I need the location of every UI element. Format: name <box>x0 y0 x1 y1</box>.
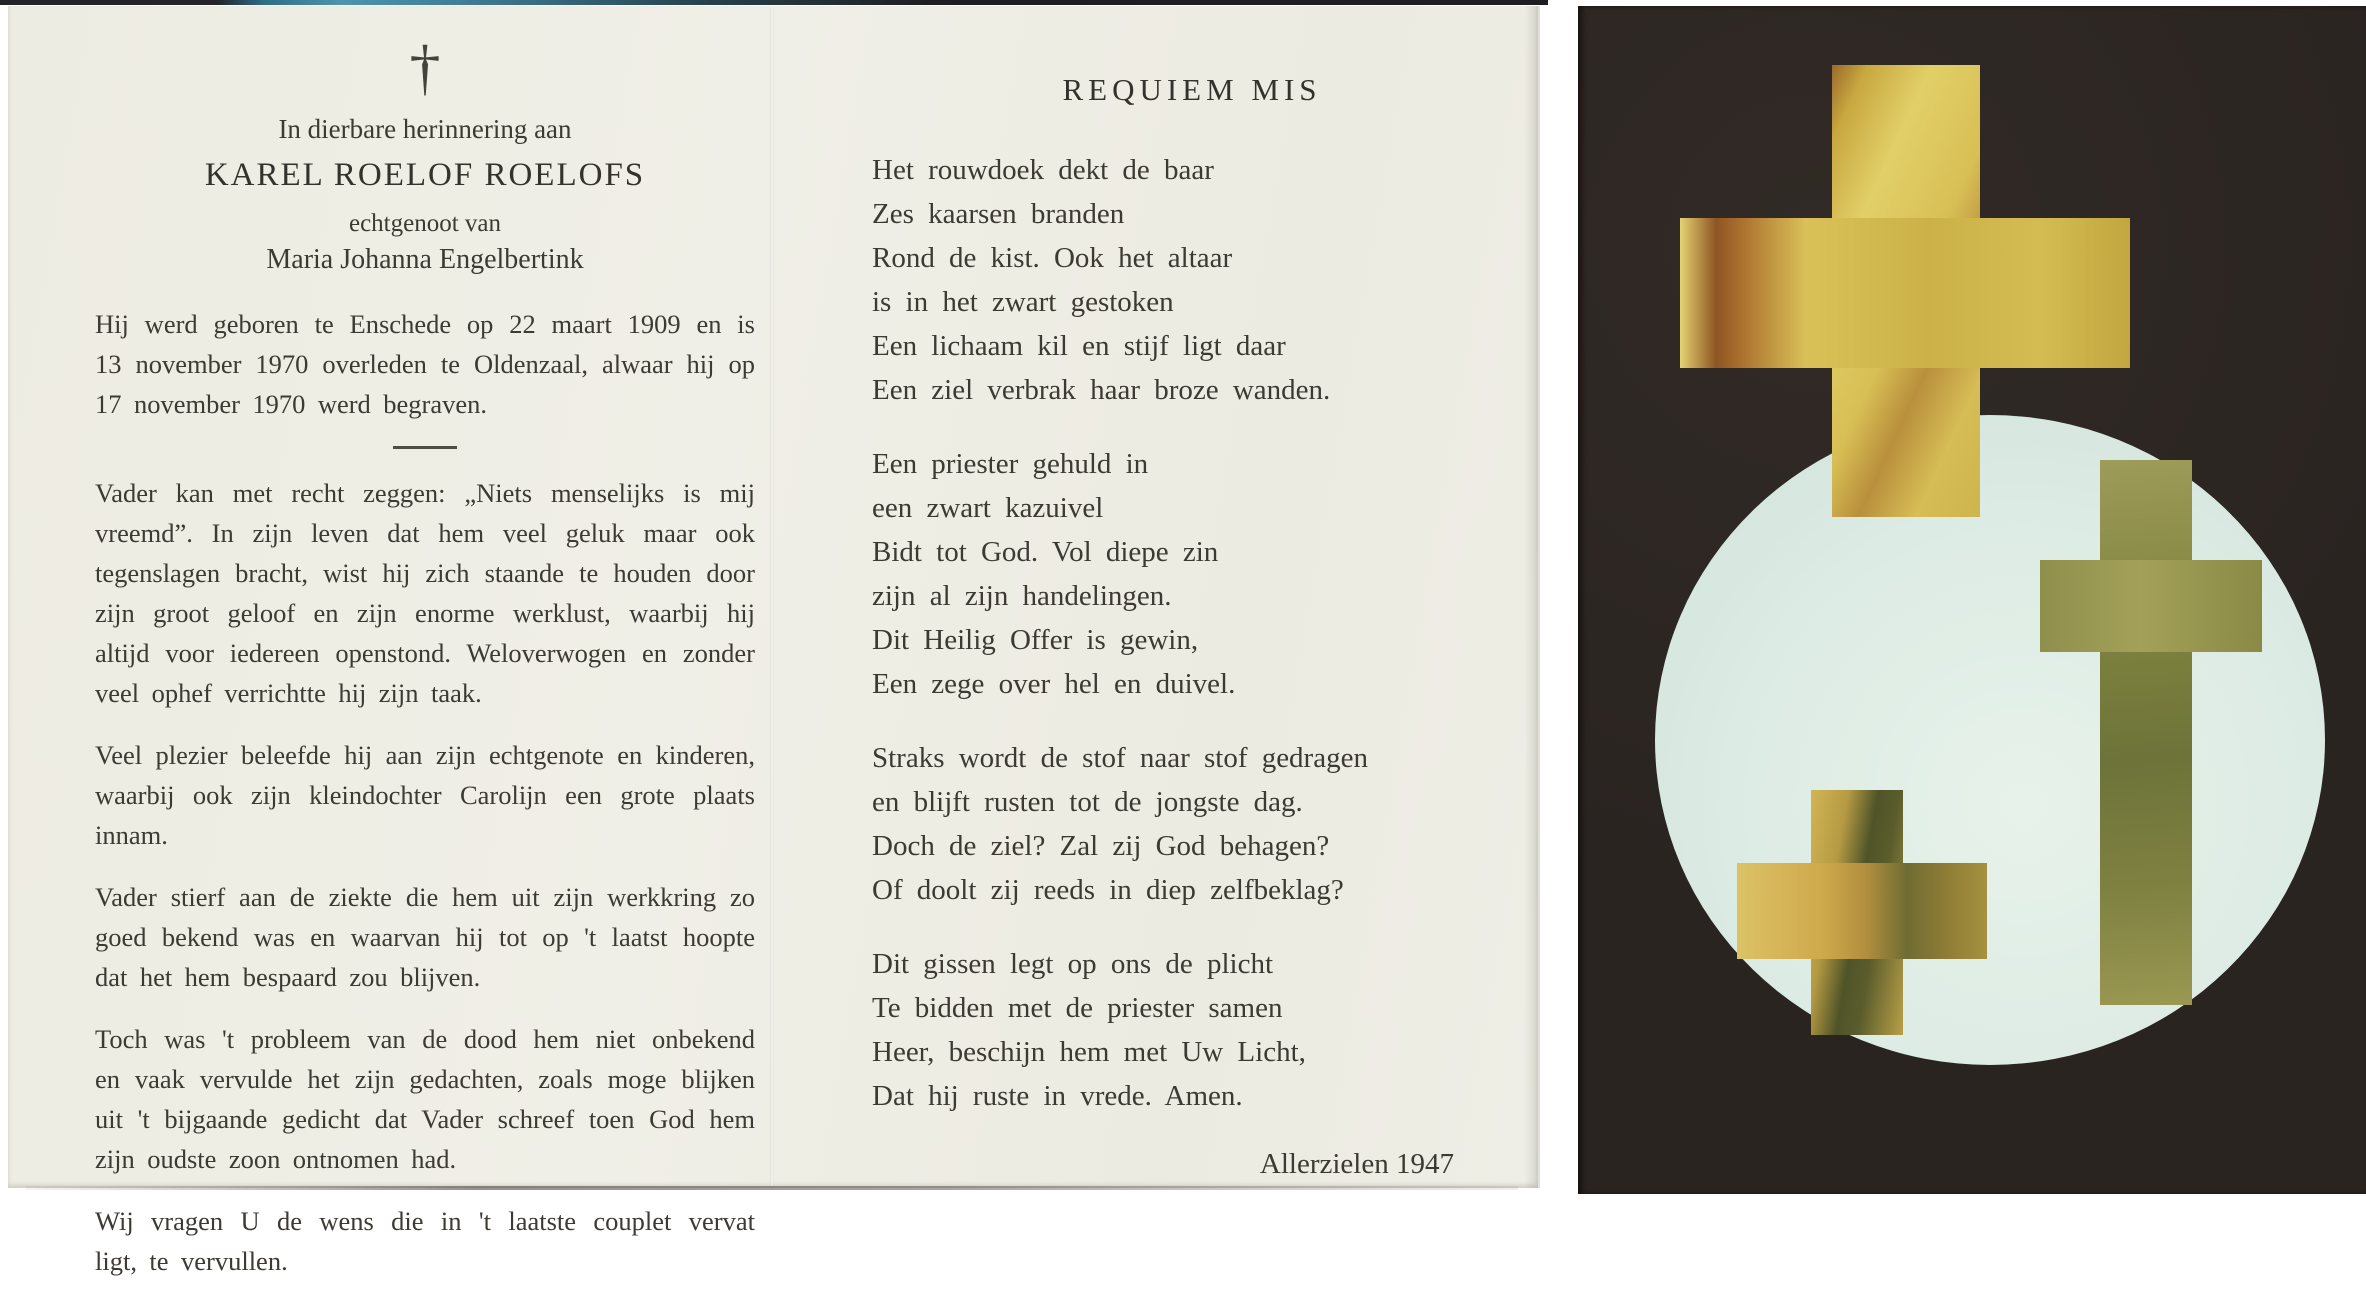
poem-line: Heer, beschijn hem met Uw Licht, <box>872 1036 1306 1068</box>
poem-line: Zes kaarsen branden <box>872 198 1125 230</box>
poem-stanza <box>872 442 1512 706</box>
tall-olive-cross-vertical <box>2100 460 2192 1005</box>
poem-line: Straks wordt de stof naar stof gedragen <box>872 742 1368 774</box>
memorial-paragraph: Vader kan met recht zeggen: „Niets menselijks is mij vreemd”. In zijn leven dat hem veel geluk maar ook tegenslagen bracht, wist hij zich staande te houden door zijn groot geloof en zijn enorme werklust, waarbij hij altijd voor iedereen openstond. Weloverwogen en zonder veel ophef verrichtte hij zijn taak. <box>95 478 755 708</box>
intro-line: In dierbare herinnering aan <box>278 114 572 144</box>
poem-line: Een zege over hel en duivel. <box>872 668 1236 700</box>
poem-line: een zwart kazuivel <box>872 492 1104 524</box>
poem-line: Te bidden met de priester samen <box>872 992 1283 1024</box>
birth-paragraph: Hij werd geboren te Enschede op 22 maart 1909 en is 13 november 1970 overleden te Oldenzaal, alwaar hij op 17 november 1970 werd begraven. <box>95 309 755 419</box>
memorial-paragraph: Toch was 't probleem van de dood hem niet onbekend en vaak vervulde het zijn gedachten, zoals moge blijken uit 't bijgaande gedicht dat Vader schreef toen God hem zijn oudste zoon ontnomen had. <box>95 1024 755 1174</box>
tall-olive-cross-horizontal <box>2040 560 2262 652</box>
cover-photo-panel <box>1578 6 2366 1194</box>
card-edge-shadow <box>1524 6 1540 1188</box>
spouse-name: Maria Johanna Engelbertink <box>266 244 584 275</box>
requiem-panel <box>872 72 1512 1181</box>
relation-line: echtgenoot van <box>348 210 502 237</box>
moon-circle <box>1655 415 2325 1065</box>
memorial-paragraph: Veel plezier beleefde hij aan zijn echtgenote en kinderen, waarbij ook zijn kleindochter Carolijn een grote plaats innam. <box>95 740 755 850</box>
poem-line: en blijft rusten tot de jongste dag. <box>872 786 1303 818</box>
poem-stanza <box>872 148 1512 412</box>
poem-stanza <box>872 942 1512 1118</box>
poem-line: Dit Heilig Offer is gewin, <box>872 624 1199 656</box>
poem-line: Dat hij ruste in vrede. Amen. <box>872 1080 1243 1112</box>
fold-crease <box>770 8 774 1186</box>
poem-line: is in het zwart gestoken <box>872 286 1174 318</box>
poem-line: Een lichaam kil en stijf ligt daar <box>872 330 1286 362</box>
poem-line: Een ziel verbrak haar broze wanden. <box>872 374 1331 406</box>
large-yellow-cross-horizontal <box>1680 218 2130 368</box>
cross-icon: † <box>409 34 441 102</box>
memorial-paragraph: Wij vragen U de wens die in 't laatste couplet vervat ligt, te vervullen. <box>95 1206 755 1276</box>
poem-line: zijn al zijn handelingen. <box>872 580 1172 612</box>
memorial-paragraph: Vader stierf aan de ziekte die hem uit zijn werkkring zo goed bekend was en waarvan hij tot op 't laatst hoopte dat het hem bespaard zou blijven. <box>95 882 755 992</box>
requiem-title: REQUIEM MIS <box>1062 72 1322 107</box>
poem-signature: Allerzielen 1947 <box>1259 1148 1454 1180</box>
deceased-name: KAREL ROELOF ROELOFS <box>204 157 646 193</box>
poem-line: Rond de kist. Ook het altaar <box>872 242 1233 274</box>
poem-line: Of doolt zij reeds in diep zelfbeklag? <box>872 874 1344 906</box>
poem-line: Het rouwdoek dekt de baar <box>872 154 1214 186</box>
poem-line: Doch de ziel? Zal zij God behagen? <box>872 830 1330 862</box>
poem-line: Dit gissen legt op ons de plicht <box>872 948 1274 980</box>
memorial-panel <box>95 36 755 1303</box>
poem-line: Bidt tot God. Vol diepe zin <box>872 536 1219 568</box>
scan-edge-top <box>0 0 1548 5</box>
small-gold-cross-horizontal <box>1737 863 1987 959</box>
poem-line: Een priester gehuld in <box>872 448 1149 480</box>
section-divider <box>393 446 457 449</box>
poem-stanza <box>872 736 1512 912</box>
